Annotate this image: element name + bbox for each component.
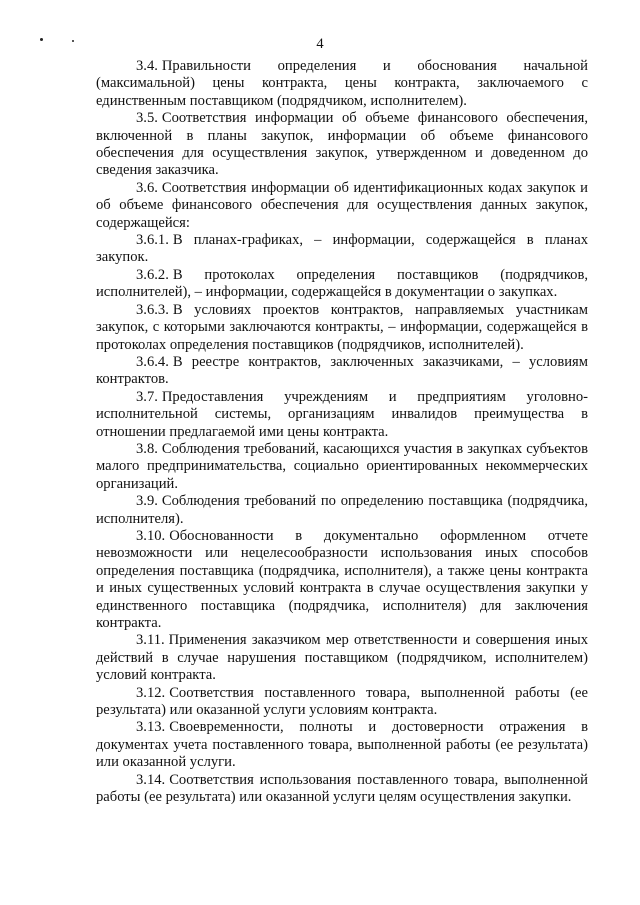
clause-text: В реестре контрактов, заключенных заказчиками, – условиям контрактов. — [96, 353, 588, 388]
clause-paragraph — [96, 441, 588, 493]
clause-paragraph — [96, 772, 588, 807]
clause-number: 3.9. — [136, 493, 158, 510]
page-number: 4 — [316, 36, 324, 52]
clause-paragraph — [96, 528, 588, 632]
clause-text: Правильности определения и обоснования начальной (максимальной) цены контракта, цены контракта, заключаемого с единственным поставщиком (подрядчиком, исполнителем). — [96, 58, 588, 109]
clause-paragraph — [96, 232, 588, 267]
clause-number: 3.6.2. — [136, 266, 169, 283]
document-body — [96, 58, 588, 806]
clause-number: 3.6.1. — [136, 232, 169, 249]
clause-paragraph — [96, 493, 588, 528]
clause-number: 3.10. — [136, 527, 166, 544]
clause-paragraph — [96, 110, 588, 180]
clause-paragraph — [96, 354, 588, 389]
clause-paragraph — [96, 302, 588, 354]
clause-text: Соблюдения требований по определению поставщика (подрядчика, исполнителя). — [96, 493, 588, 527]
clause-text: Соблюдения требований, касающихся участия в закупках субъектов малого предпринимательства, социально ориентированных некоммерческих организаций. — [96, 440, 588, 492]
clause-number: 3.4. — [136, 58, 158, 74]
clause-number: 3.6.3. — [136, 301, 169, 318]
clause-number: 3.8. — [136, 440, 158, 457]
clause-text: В условиях проектов контрактов, направляемых участникам закупок, с которыми заключаются контракты, – информации, содержащейся в протоколах определения поставщиков (подрядчиков, исполнителей). — [96, 301, 588, 353]
clause-number: 3.7. — [136, 388, 158, 405]
clause-number: 3.6.4. — [136, 353, 169, 370]
clause-number: 3.14. — [136, 771, 166, 788]
clause-text: Своевременности, полноты и достоверности отражения в документах учета поставленного товара, выполненной работы (ее результата) или оказанной услуги. — [96, 719, 588, 771]
clause-number: 3.12. — [136, 684, 166, 701]
clause-text: Соответствия использования поставленного товара, выполненной работы (ее результата) или оказанной услуги целям осуществления закупки. — [96, 771, 588, 806]
clause-text: Соответствия информации об объеме финансового обеспечения, включенной в планы закупок, информации об объеме финансового обеспечения для осуществления закупок, утвержденном и доведенном до сведения заказчика. — [96, 110, 588, 179]
clause-paragraph — [96, 389, 588, 441]
clause-text: Обоснованности в документально оформленном отчете невозможности или нецелесообразности использования иных способов определения поставщика (подрядчика, исполнителя), а также цены контракта и иных существенных условий контракта в случае осуществления закупки у единственного поставщика (подрядчика, исполнителя) для заключения контракта. — [96, 527, 588, 631]
clause-text: Применения заказчиком мер ответственности и совершения иных действий в случае нарушения поставщиком (подрядчиком, исполнителем) условий контракта. — [96, 632, 588, 684]
clause-number: 3.5. — [136, 110, 158, 127]
clause-paragraph — [96, 632, 588, 684]
clause-paragraph — [96, 58, 588, 110]
clause-paragraph — [96, 719, 588, 771]
clause-number: 3.6. — [136, 179, 158, 196]
clause-text: Соответствия информации об идентификационных кодах закупок и об объеме финансового обеспечения для осуществления данных закупок, содержащейся: — [96, 179, 588, 231]
clause-paragraph — [96, 267, 588, 302]
clause-paragraph — [96, 180, 588, 232]
clause-text: В планах-графиках, – информации, содержащейся в планах закупок. — [96, 232, 588, 266]
clause-text: Соответствия поставленного товара, выполненной работы (ее результата) или оказанной услуги условиям контракта. — [96, 684, 588, 719]
clause-number: 3.13. — [136, 719, 166, 736]
clause-number: 3.11. — [136, 632, 165, 649]
clause-text: В протоколах определения поставщиков (подрядчиков, исполнителей), – информации, содержащейся в документации о закупках. — [96, 266, 588, 301]
clause-text: Предоставления учреждениям и предприятиям уголовно-исполнительной системы, организациям инвалидов преимущества в отношении предлагаемой ими цены контракта. — [96, 388, 588, 440]
clause-paragraph — [96, 685, 588, 720]
